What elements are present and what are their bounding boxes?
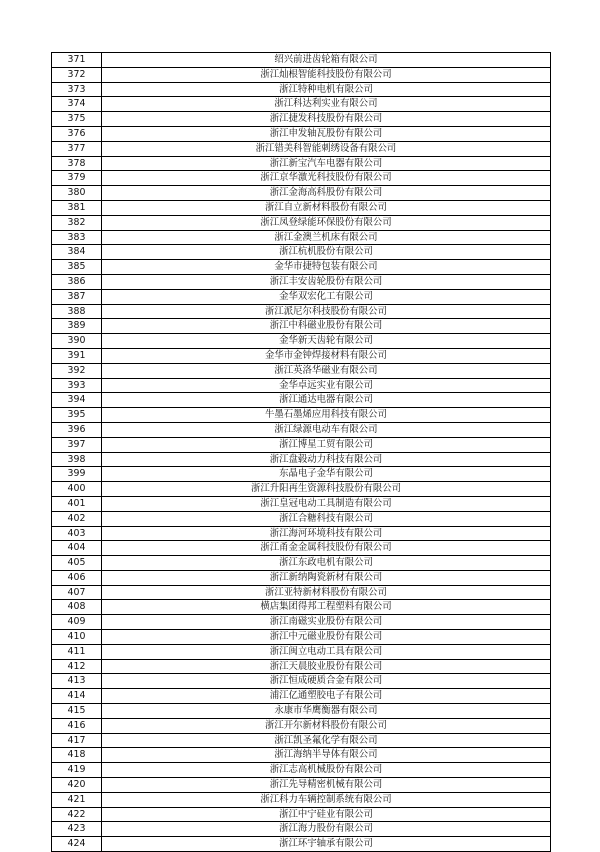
table-row bbox=[52, 570, 551, 585]
table-row bbox=[52, 304, 551, 319]
company-name-cell: 浙江海纳半导体有限公司 bbox=[102, 748, 551, 763]
company-name-cell: 浙江英洛华磁业有限公司 bbox=[102, 363, 551, 378]
row-number-cell: 416 bbox=[52, 718, 102, 733]
table-row bbox=[52, 674, 551, 689]
table-row bbox=[52, 437, 551, 452]
row-number-cell: 375 bbox=[52, 112, 102, 127]
row-number-cell: 401 bbox=[52, 496, 102, 511]
company-name-cell: 浙江合糖科技有限公司 bbox=[102, 511, 551, 526]
company-name-cell: 浙江皇冠电动工具制造有限公司 bbox=[102, 496, 551, 511]
company-name-cell: 浙江天晨胶业股份有限公司 bbox=[102, 659, 551, 674]
company-name-cell: 东晶电子金华有限公司 bbox=[102, 467, 551, 482]
row-number-cell: 417 bbox=[52, 733, 102, 748]
table-row bbox=[52, 141, 551, 156]
row-number-cell: 385 bbox=[52, 260, 102, 275]
table-row bbox=[52, 82, 551, 97]
row-number-cell: 397 bbox=[52, 437, 102, 452]
company-name-cell: 绍兴前进齿轮箱有限公司 bbox=[102, 53, 551, 68]
table-row bbox=[52, 644, 551, 659]
row-number-cell: 376 bbox=[52, 126, 102, 141]
row-number-cell: 409 bbox=[52, 615, 102, 630]
row-number-cell: 373 bbox=[52, 82, 102, 97]
company-name-cell: 浙江京华激光科技股份有限公司 bbox=[102, 171, 551, 186]
company-name-cell: 浙江杭机股份有限公司 bbox=[102, 245, 551, 260]
row-number-cell: 382 bbox=[52, 215, 102, 230]
row-number-cell: 388 bbox=[52, 304, 102, 319]
table-row bbox=[52, 748, 551, 763]
row-number-cell: 415 bbox=[52, 704, 102, 719]
row-number-cell: 407 bbox=[52, 585, 102, 600]
company-name-cell: 浙江捷发科技股份有限公司 bbox=[102, 112, 551, 127]
row-number-cell: 399 bbox=[52, 467, 102, 482]
company-name-cell: 浙江金海高科股份有限公司 bbox=[102, 186, 551, 201]
table-row bbox=[52, 186, 551, 201]
row-number-cell: 412 bbox=[52, 659, 102, 674]
row-number-cell: 379 bbox=[52, 171, 102, 186]
company-name-cell: 浙江派尼尔科技股份有限公司 bbox=[102, 304, 551, 319]
table-row bbox=[52, 763, 551, 778]
table-row bbox=[52, 230, 551, 245]
table-row bbox=[52, 97, 551, 112]
row-number-cell: 422 bbox=[52, 807, 102, 822]
table-row bbox=[52, 215, 551, 230]
table-row bbox=[52, 363, 551, 378]
table-row bbox=[52, 689, 551, 704]
row-number-cell: 402 bbox=[52, 511, 102, 526]
table-row bbox=[52, 659, 551, 674]
row-number-cell: 377 bbox=[52, 141, 102, 156]
table-row bbox=[52, 556, 551, 571]
row-number-cell: 386 bbox=[52, 274, 102, 289]
company-name-cell: 浙江南磁实业股份有限公司 bbox=[102, 615, 551, 630]
table-row bbox=[52, 408, 551, 423]
row-number-cell: 374 bbox=[52, 97, 102, 112]
table-row bbox=[52, 319, 551, 334]
company-name-cell: 浙江海河环境科技有限公司 bbox=[102, 526, 551, 541]
table-row bbox=[52, 53, 551, 68]
table-row bbox=[52, 260, 551, 275]
row-number-cell: 406 bbox=[52, 570, 102, 585]
table-row bbox=[52, 822, 551, 837]
company-name-cell: 金华新天齿轮有限公司 bbox=[102, 334, 551, 349]
table-row bbox=[52, 541, 551, 556]
table-row bbox=[52, 422, 551, 437]
company-name-cell: 浙江海力股份有限公司 bbox=[102, 822, 551, 837]
table-row bbox=[52, 526, 551, 541]
row-number-cell: 384 bbox=[52, 245, 102, 260]
company-name-cell: 浙江通达电器有限公司 bbox=[102, 393, 551, 408]
row-number-cell: 419 bbox=[52, 763, 102, 778]
table-row bbox=[52, 792, 551, 807]
company-name-cell: 浙江盘毂动力科技有限公司 bbox=[102, 452, 551, 467]
row-number-cell: 411 bbox=[52, 644, 102, 659]
table-row bbox=[52, 112, 551, 127]
company-name-cell: 浙江科达利实业有限公司 bbox=[102, 97, 551, 112]
company-name-cell: 浙江金澳兰机床有限公司 bbox=[102, 230, 551, 245]
row-number-cell: 394 bbox=[52, 393, 102, 408]
company-name-cell: 浙江特种电机有限公司 bbox=[102, 82, 551, 97]
row-number-cell: 380 bbox=[52, 186, 102, 201]
table-row bbox=[52, 200, 551, 215]
company-name-cell: 浙江亚特新材料股份有限公司 bbox=[102, 585, 551, 600]
table-row bbox=[52, 334, 551, 349]
row-number-cell: 414 bbox=[52, 689, 102, 704]
table-row bbox=[52, 245, 551, 260]
table-row bbox=[52, 171, 551, 186]
table-row bbox=[52, 452, 551, 467]
row-number-cell: 421 bbox=[52, 792, 102, 807]
row-number-cell: 405 bbox=[52, 556, 102, 571]
table-row bbox=[52, 378, 551, 393]
row-number-cell: 390 bbox=[52, 334, 102, 349]
company-name-cell: 浙江闽立电动工具有限公司 bbox=[102, 644, 551, 659]
row-number-cell: 393 bbox=[52, 378, 102, 393]
table-row bbox=[52, 615, 551, 630]
company-list-table bbox=[51, 52, 551, 852]
row-number-cell: 391 bbox=[52, 348, 102, 363]
company-name-cell: 永康市华鹰衡器有限公司 bbox=[102, 704, 551, 719]
company-name-cell: 浙江中宁硅业有限公司 bbox=[102, 807, 551, 822]
row-number-cell: 410 bbox=[52, 630, 102, 645]
company-name-cell: 浙江新纳陶瓷新材有限公司 bbox=[102, 570, 551, 585]
company-name-cell: 浙江灿根智能科技股份有限公司 bbox=[102, 67, 551, 82]
row-number-cell: 404 bbox=[52, 541, 102, 556]
company-name-cell: 浙江中元磁业股份有限公司 bbox=[102, 630, 551, 645]
table-row bbox=[52, 126, 551, 141]
table-row bbox=[52, 289, 551, 304]
table-row bbox=[52, 837, 551, 852]
row-number-cell: 371 bbox=[52, 53, 102, 68]
company-name-cell: 浙江自立新材料股份有限公司 bbox=[102, 200, 551, 215]
row-number-cell: 398 bbox=[52, 452, 102, 467]
company-name-cell: 浙江先导精密机械有限公司 bbox=[102, 778, 551, 793]
company-name-cell: 浙江科力车辆控制系统有限公司 bbox=[102, 792, 551, 807]
row-number-cell: 392 bbox=[52, 363, 102, 378]
table-row bbox=[52, 156, 551, 171]
table-row bbox=[52, 704, 551, 719]
table-row bbox=[52, 496, 551, 511]
row-number-cell: 383 bbox=[52, 230, 102, 245]
table-row bbox=[52, 67, 551, 82]
company-name-cell: 浙江中科磁业股份有限公司 bbox=[102, 319, 551, 334]
company-name-cell: 浙江错美科智能刺绣设备有限公司 bbox=[102, 141, 551, 156]
table-row bbox=[52, 393, 551, 408]
table-row bbox=[52, 718, 551, 733]
row-number-cell: 408 bbox=[52, 600, 102, 615]
row-number-cell: 400 bbox=[52, 482, 102, 497]
company-name-cell: 浙江新宝汽车电器有限公司 bbox=[102, 156, 551, 171]
company-name-cell: 浦江亿通塑胶电子有限公司 bbox=[102, 689, 551, 704]
company-name-cell: 浙江博星工贸有限公司 bbox=[102, 437, 551, 452]
table-row bbox=[52, 348, 551, 363]
table-row bbox=[52, 733, 551, 748]
row-number-cell: 381 bbox=[52, 200, 102, 215]
company-name-cell: 浙江丰安齿轮股份有限公司 bbox=[102, 274, 551, 289]
table-row bbox=[52, 778, 551, 793]
row-number-cell: 389 bbox=[52, 319, 102, 334]
company-name-cell: 浙江甬金金属科技股份有限公司 bbox=[102, 541, 551, 556]
company-name-cell: 浙江申发轴瓦股份有限公司 bbox=[102, 126, 551, 141]
company-name-cell: 浙江凤登绿能环保股份有限公司 bbox=[102, 215, 551, 230]
table-row bbox=[52, 467, 551, 482]
company-list-table-container bbox=[51, 52, 551, 852]
row-number-cell: 372 bbox=[52, 67, 102, 82]
company-name-cell: 浙江环宇轴承有限公司 bbox=[102, 837, 551, 852]
row-number-cell: 424 bbox=[52, 837, 102, 852]
company-name-cell: 浙江志高机械股份有限公司 bbox=[102, 763, 551, 778]
row-number-cell: 423 bbox=[52, 822, 102, 837]
company-name-cell: 金华市金钟焊接材料有限公司 bbox=[102, 348, 551, 363]
row-number-cell: 387 bbox=[52, 289, 102, 304]
row-number-cell: 378 bbox=[52, 156, 102, 171]
table-row bbox=[52, 600, 551, 615]
row-number-cell: 396 bbox=[52, 422, 102, 437]
company-name-cell: 金华卓远实业有限公司 bbox=[102, 378, 551, 393]
table-row bbox=[52, 630, 551, 645]
row-number-cell: 413 bbox=[52, 674, 102, 689]
table-row bbox=[52, 807, 551, 822]
table-row bbox=[52, 511, 551, 526]
company-name-cell: 横店集团得邦工程塑料有限公司 bbox=[102, 600, 551, 615]
row-number-cell: 418 bbox=[52, 748, 102, 763]
row-number-cell: 403 bbox=[52, 526, 102, 541]
row-number-cell: 395 bbox=[52, 408, 102, 423]
company-name-cell: 浙江升阳再生资源科技股份有限公司 bbox=[102, 482, 551, 497]
table-row bbox=[52, 482, 551, 497]
company-name-cell: 浙江绿源电动车有限公司 bbox=[102, 422, 551, 437]
company-name-cell: 金华双宏化工有限公司 bbox=[102, 289, 551, 304]
table-row bbox=[52, 585, 551, 600]
company-name-cell: 牛墨石墨烯应用科技有限公司 bbox=[102, 408, 551, 423]
company-name-cell: 浙江东政电机有限公司 bbox=[102, 556, 551, 571]
company-name-cell: 浙江凯圣氟化学有限公司 bbox=[102, 733, 551, 748]
company-name-cell: 浙江开尔新材料股份有限公司 bbox=[102, 718, 551, 733]
company-name-cell: 浙江恒成硬质合金有限公司 bbox=[102, 674, 551, 689]
row-number-cell: 420 bbox=[52, 778, 102, 793]
table-row bbox=[52, 274, 551, 289]
company-list-body bbox=[52, 53, 551, 852]
company-name-cell: 金华市捷特包装有限公司 bbox=[102, 260, 551, 275]
